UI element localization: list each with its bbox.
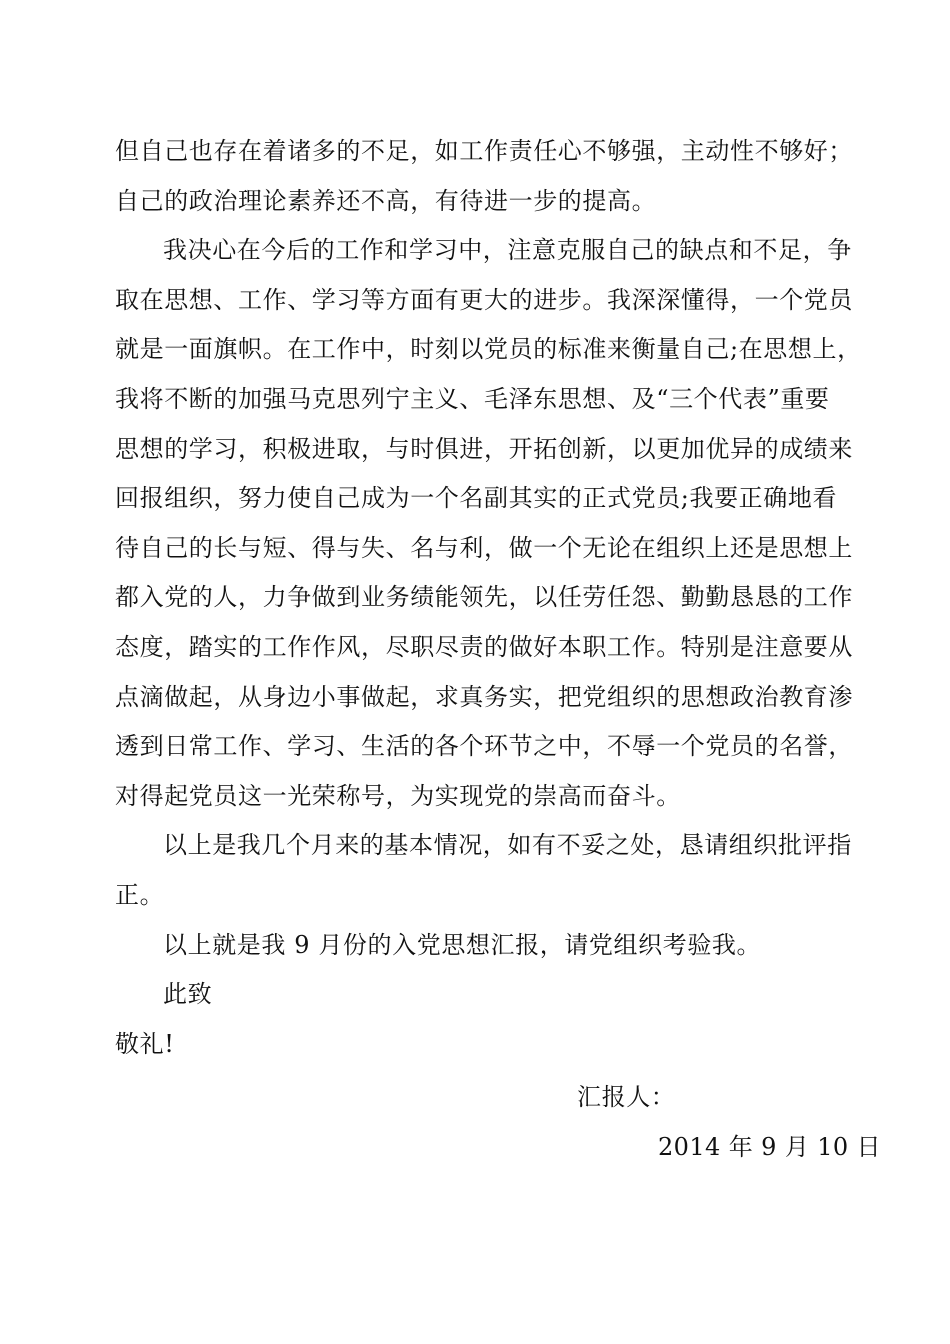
report-date: 2014 年 9 月 10 日: [658, 1133, 882, 1161]
text-line: 但自己也存在着诸多的不足，如工作责任心不够强，主动性不够好；: [115, 137, 853, 165]
text-line: 自己的政治理论素养还不高，有待进一步的提高。: [115, 186, 657, 215]
text-line: 回报组织，努力使自己成为一个名副其实的正式党员;我要正确地看: [115, 484, 838, 513]
text-line: 就是一面旗帜。在工作中，时刻以党员的标准来衡量自己;在思想上，: [115, 335, 862, 364]
text-line: 待自己的长与短、得与失、名与利，做一个无论在组织上还是思想上: [115, 533, 853, 562]
text-line: 我将不断的加强马克思列宁主义、毛泽东思想、及“三个代表”重要: [115, 384, 830, 413]
text-line: 都入党的人，力争做到业务绩能领先，以任劳任怨、勤勤恳恳的工作: [115, 583, 853, 612]
text-line: 正。: [115, 880, 165, 909]
closing-salutation: 此致: [163, 980, 213, 1009]
text-line: 态度，踏实的工作作风，尽职尽责的做好本职工作。特别是注意要从: [115, 632, 853, 661]
text-line: 我决心在今后的工作和学习中，注意克服自己的缺点和不足，争: [163, 236, 852, 265]
text-line: 点滴做起，从身边小事做起，求真务实，把党组织的思想政治教育渗: [115, 682, 853, 711]
text-line: 取在思想、工作、学习等方面有更大的进步。我深深懂得，一个党员: [115, 285, 853, 314]
signature-label: 汇报人：: [577, 1083, 676, 1111]
text-line: 思想的学习，积极进取，与时俱进，开拓创新，以更加优异的成绩来: [115, 434, 853, 463]
text-line: 对得起党员这一光荣称号，为实现党的崇高而奋斗。: [115, 781, 681, 810]
text-line: 透到日常工作、学习、生活的各个环节之中，不辱一个党员的名誉，: [115, 732, 853, 761]
closing-regards: 敬礼!: [115, 1029, 175, 1058]
text-line: 以上是我几个月来的基本情况，如有不妥之处，恳请组织批评指: [163, 831, 852, 860]
document-body: [115, 127, 862, 1069]
text-line: 以上就是我 9 月份的入党思想汇报，请党组织考验我。: [163, 930, 762, 959]
